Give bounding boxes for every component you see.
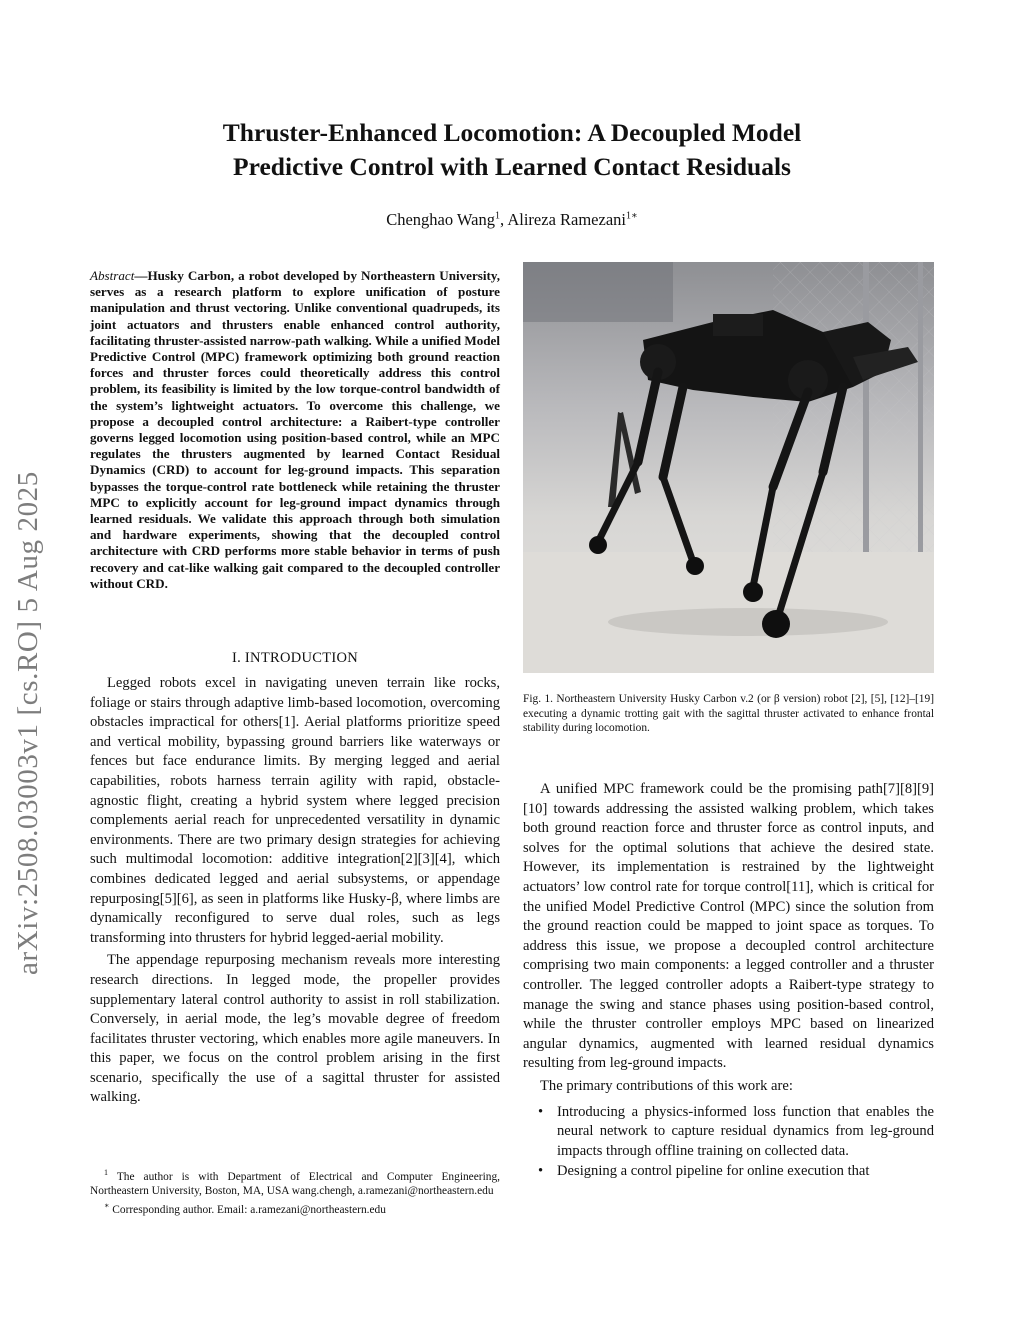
bullet-symbol: • [538, 1163, 544, 1180]
intro-paragraph-2: The appendage repurposing mechanism reveals more interesting research directions. In legged mode, the propeller provides supplementary lateral control authority to assist in roll stabilization. Conversely, in aerial mode, the leg’s movable degree of freedom facilitates thruster vectoring, which enables more agile maneuvers. In this paper, we focus on the control problem arising in the first scenario, specifically the use of a sagittal thruster for assisted walking. [90, 952, 500, 1106]
footnote-1-mark: 1 [104, 1168, 108, 1177]
footnote-2-text: Corresponding author. Email: a.ramezani@northeastern.edu [112, 1203, 386, 1216]
arxiv-side-stamp: arXiv:2508.03003v1 [cs.RO] 5 Aug 2025 [12, 471, 44, 975]
abstract-dash: — [134, 268, 148, 283]
footnote-affiliation [90, 1166, 500, 1199]
abstract-text: Husky Carbon, a robot developed by Northeastern University, serves as a research platform to explore unification of posture manipulation and thrust vectoring. Unlike conventional quadrupeds, its joint actuators and thrusters enable enhanced control authority, facilitating thruster-assisted narrow-path walking. While a unified Model Predictive Control (MPC) framework optimizing both ground reaction forces and thruster forces could theoretically address this control problem, its feasibility is limited by the low torque-control bandwidth of the system’s lightweight actuators. To overcome this challenge, we propose a decoupled control architecture: a Raibert-type controller governs legged locomotion using position-based control, while an MPC regulates the thrusters augmented by learned Contact Residual Dynamics (CRD) to account for leg-ground impacts. This separation bypasses the torque-control rate bottleneck while retaining the thruster MPC to explicitly account for leg-ground impact dynamics through learned residuals. We validate this approach through both simulation and hardware experiments, showing that the decoupled control architecture with CRD performs more stable behavior in terms of push recovery and cat-like walking gait compared to the decoupled controller without CRD. [90, 268, 500, 591]
title-line-1: Thruster-Enhanced Locomotion: A Decoupled Model [222, 118, 802, 147]
contribution-text: Introducing a physics-informed loss function that enables the neural network to capture residual dynamics from leg-ground impacts through offline training on collected data. [557, 1103, 934, 1159]
footnote-corresponding [90, 1199, 500, 1217]
contribution-text: Designing a control pipeline for online execution that [557, 1163, 870, 1180]
figure-caption: Fig. 1. Northeastern University Husky Carbon v.2 (or β version) robot [2], [5], [12]–[19] executing a dynamic trotting gait with the sagittal thruster activated to enhance frontal stability during locomotion. [523, 693, 934, 735]
abstract [90, 268, 500, 592]
right-paragraph-2: The primary contributions of this work are: [540, 1077, 793, 1094]
figure-robot-photo [523, 262, 934, 673]
paper-title [150, 116, 874, 184]
section-heading-introduction: I. INTRODUCTION [231, 650, 359, 666]
right-paragraph-1: A unified MPC framework could be the promising path[7][8][9][10] towards addressing the assisted walking problem, which takes both ground reaction force and thruster force as control inputs, and solves for the optimal solutions that achieve the desired state. However, its implementation is restrained by the lightweight actuators’ low control rate for torque control[11], which is critical for the unified Model Predictive Control (MPC) since the solution from the ground reaction could be mapped to joint space as torques. To address this issue, we propose a decoupled control architecture comprising two main components: a legged controller and a thruster controller. The legged controller adopts a Raibert-type strategy to manage the swing and stance phases using position-based control, while the thruster controller employs MPC based on linearized angular dynamics, augmented with learned residual dynamics resulting from leg-ground impacts. [523, 781, 934, 1072]
footnote-2-mark: ∗ [104, 1200, 110, 1210]
contribution-item [523, 1162, 934, 1182]
bullet-symbol: • [538, 1103, 544, 1120]
author-list [150, 210, 874, 230]
contribution-item [523, 1103, 934, 1162]
intro-paragraph-1: Legged robots excel in navigating uneven terrain like rocks, foliage or stairs through adaptive limb-based locomotion, overcoming obstacles impractical for others[1]. Aerial platforms prioritize speed and vertical mobility, bypassing ground barriers like waterways or fences but face endurance limits. By merging legged and aerial capabilities, robots harness terrain agility with rapid, obstacle-agnostic flight, creating a hybrid system where legged precision complements aerial reach for unprecedented versatility in dynamic environments. There are two primary design strategies for achieving such multimodal locomotion: additive integration[2][3][4], which combines dedicated legged and aerial subsystems, or appendage repurposing[5][6], as seen in platforms like Husky-β, where limbs are dynamically reconfigured to serve dual roles, such as legs transforming into thrusters for hybrid legged-aerial mobility. [90, 675, 500, 946]
right-column-body [523, 780, 934, 1182]
author-2-mark: 1∗ [626, 210, 638, 222]
title-line-2: Predictive Control with Learned Contact Residuals [233, 152, 791, 181]
introduction-body [90, 674, 500, 1108]
contributions-list [523, 1103, 934, 1182]
robot-photo-image [523, 262, 934, 673]
footnote-1-text: The author is with Department of Electrical and Computer Engineering, Northeastern University, Boston, MA, USA wang.chengh, a.ramezani@northeastern.edu [90, 1170, 500, 1198]
author-2-name: Alireza Ramezani [507, 210, 626, 229]
author-1-name: Chenghao Wang [386, 210, 495, 229]
author-1-mark: 1 [495, 210, 500, 222]
author-separator: , [500, 210, 508, 229]
footnotes [90, 1166, 500, 1217]
abstract-label: Abstract [90, 268, 135, 283]
